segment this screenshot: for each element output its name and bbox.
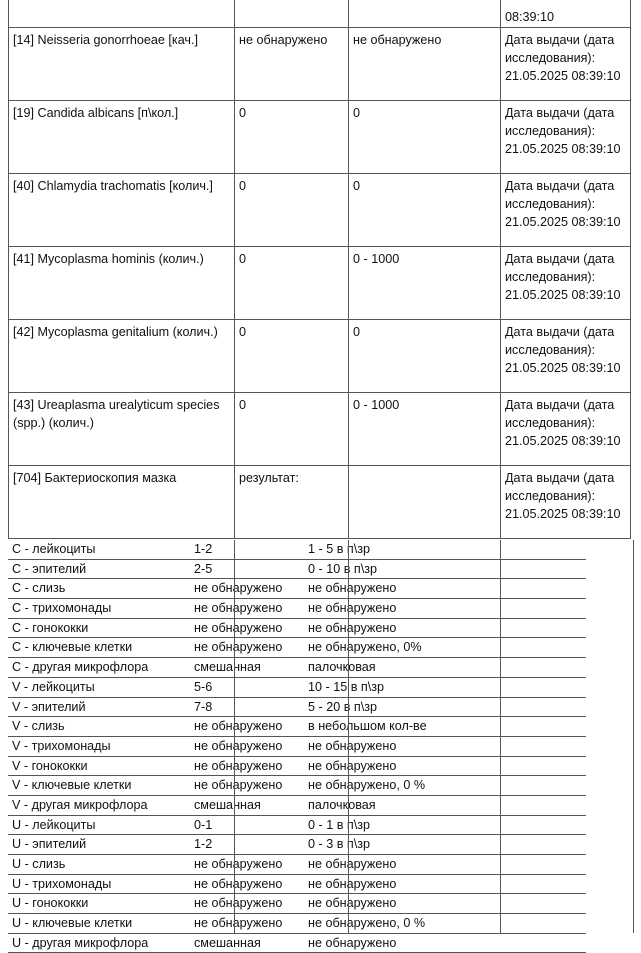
issue-date-cell: Дата выдачи (дата исследования): 21.05.2025 08:39:10: [501, 173, 631, 246]
issue-date-cell: Дата выдачи (дата исследования): 21.05.2025 08:39:10: [501, 27, 631, 100]
smear-reference: 1 - 5 в п\зр: [308, 542, 370, 556]
table-row: [9, 173, 631, 246]
smear-param-label: U - ключевые клетки: [12, 916, 133, 931]
smear-value: 5-6: [194, 679, 213, 694]
smear-param-label: U - другая микрофлора: [12, 935, 149, 950]
smear-reference: не обнаружено: [308, 738, 397, 753]
smear-param-label: C - слизь: [12, 581, 66, 596]
issue-date-cell: 08:39:10: [501, 0, 631, 27]
issue-date-cell: Дата выдачи (дата исследования): 21.05.2025 08:39:10: [501, 100, 631, 173]
table-row: [9, 319, 631, 392]
reference-cell: не обнаружено: [349, 27, 501, 100]
smear-param-label: V - слизь: [12, 719, 65, 734]
issue-date-cell: Дата выдачи (дата исследования): 21.05.2025 08:39:10: [501, 465, 631, 538]
smear-reference: не обнаружено, 0 %: [308, 778, 426, 793]
result-cell: [235, 0, 349, 27]
smear-reference: не обнаружено: [308, 601, 397, 616]
issue-date-cell: Дата выдачи (дата исследования): 21.05.2025 08:39:10: [501, 319, 631, 392]
smear-reference: не обнаружено, 0 %: [308, 916, 426, 931]
smear-value: не обнаружено: [194, 581, 283, 596]
column-divider: [234, 540, 235, 933]
smear-param-label: C - эпителий: [12, 561, 87, 576]
smear-param-label: U - лейкоциты: [12, 817, 96, 832]
test-name-cell: [43] Ureaplasma urealyticum species (spp.) (колич.): [9, 392, 235, 465]
reference-cell: 0: [349, 173, 501, 246]
smear-value: не обнаружено: [194, 778, 283, 793]
smear-value: не обнаружено: [194, 876, 283, 891]
reference-cell: [349, 465, 501, 538]
smear-value: не обнаружено: [194, 896, 283, 911]
smear-value: не обнаружено: [194, 640, 283, 655]
smear-value: не обнаружено: [194, 857, 283, 871]
test-name-cell: [40] Chlamydia trachomatis [колич.]: [9, 173, 235, 246]
smear-value: 7-8: [194, 699, 213, 714]
result-cell: не обнаружено: [235, 27, 349, 100]
table-row: [9, 246, 631, 319]
smear-param-label: C - ключевые клетки: [12, 640, 133, 655]
smear-value: не обнаружено: [194, 620, 283, 635]
smear-value: смешанная: [194, 935, 261, 950]
smear-reference: не обнаружено: [308, 857, 397, 871]
reference-cell: 0 - 1000: [349, 392, 501, 465]
test-name-cell: [19] Candida albicans [п\кол.]: [9, 100, 235, 173]
smear-reference: не обнаружено: [308, 876, 397, 891]
smear-reference: 10 - 15 в п\зр: [308, 679, 384, 694]
smear-row: [8, 934, 586, 953]
table-row: [9, 27, 631, 100]
smear-param-label: U - слизь: [12, 857, 66, 871]
column-divider: [500, 540, 501, 933]
smear-param-label: V - гонококки: [12, 758, 88, 773]
smear-reference: не обнаружено: [308, 758, 397, 773]
results-table: [8, 0, 631, 539]
smear-param-label: V - эпителий: [12, 699, 86, 714]
table-row-partial: [9, 0, 631, 27]
smear-value: 2-5: [194, 561, 213, 576]
smear-value: смешанная: [194, 660, 261, 675]
smear-reference: 5 - 20 в п\зр: [308, 699, 377, 714]
smear-reference: 0 - 10 в п\зр: [308, 561, 377, 576]
smear-reference: палочковая: [308, 797, 376, 812]
smear-reference: не обнаружено: [308, 896, 397, 911]
smear-value: не обнаружено: [194, 916, 283, 931]
test-name-cell: [704] Бактериоскопия мазка: [9, 465, 235, 538]
smear-reference: не обнаружено: [308, 620, 397, 635]
smear-reference: не обнаружено: [308, 581, 397, 596]
smear-value: не обнаружено: [194, 758, 283, 773]
smear-param-label: C - лейкоциты: [12, 542, 96, 556]
test-name-cell: [14] Neisseria gonorrhoeae [кач.]: [9, 27, 235, 100]
smear-value: не обнаружено: [194, 601, 283, 616]
result-cell: 0: [235, 173, 349, 246]
smear-reference: не обнаружено: [308, 935, 397, 950]
result-cell: 0: [235, 246, 349, 319]
smear-reference: не обнаружено, 0%: [308, 640, 422, 655]
smear-reference: 0 - 1 в п\зр: [308, 817, 370, 832]
smear-value: не обнаружено: [194, 738, 283, 753]
reference-cell: 0 - 1000: [349, 246, 501, 319]
result-cell: результат:: [235, 465, 349, 538]
smear-reference: в небольшом кол-ве: [308, 719, 427, 734]
smear-param-label: U - трихомонады: [12, 876, 112, 891]
smear-param-label: V - ключевые клетки: [12, 778, 132, 793]
smear-param-label: V - другая микрофлора: [12, 797, 148, 812]
smear-value: 0-1: [194, 817, 213, 832]
smear-value: смешанная: [194, 797, 261, 812]
smear-value: 1-2: [194, 542, 213, 556]
smear-value: 1-2: [194, 837, 213, 852]
column-divider: [633, 540, 634, 933]
reference-cell: 0: [349, 319, 501, 392]
smear-reference: палочковая: [308, 660, 376, 675]
smear-param-label: C - трихомонады: [12, 601, 112, 616]
issue-date-cell: Дата выдачи (дата исследования): 21.05.2025 08:39:10: [501, 246, 631, 319]
smear-reference: 0 - 3 в п\зр: [308, 837, 370, 852]
table-row: [9, 392, 631, 465]
smear-value: не обнаружено: [194, 719, 283, 734]
column-divider: [348, 540, 349, 933]
smear-param-label: C - другая микрофлора: [12, 660, 149, 675]
issue-date-cell: Дата выдачи (дата исследования): 21.05.2025 08:39:10: [501, 392, 631, 465]
result-cell: 0: [235, 392, 349, 465]
result-cell: 0: [235, 319, 349, 392]
smear-param-label: V - лейкоциты: [12, 679, 95, 694]
test-name-cell: [42] Mycoplasma genitalium (колич.): [9, 319, 235, 392]
result-cell: 0: [235, 100, 349, 173]
smear-param-label: V - трихомонады: [12, 738, 111, 753]
test-name-cell: [41] Mycoplasma hominis (колич.): [9, 246, 235, 319]
smear-param-label: C - гонококки: [12, 620, 89, 635]
reference-cell: 0: [349, 100, 501, 173]
reference-cell: [349, 0, 501, 27]
test-name-cell: [9, 0, 235, 27]
smear-param-label: U - эпителий: [12, 837, 87, 852]
table-row: [9, 100, 631, 173]
smear-param-label: U - гонококки: [12, 896, 89, 911]
table-row: [9, 465, 631, 538]
